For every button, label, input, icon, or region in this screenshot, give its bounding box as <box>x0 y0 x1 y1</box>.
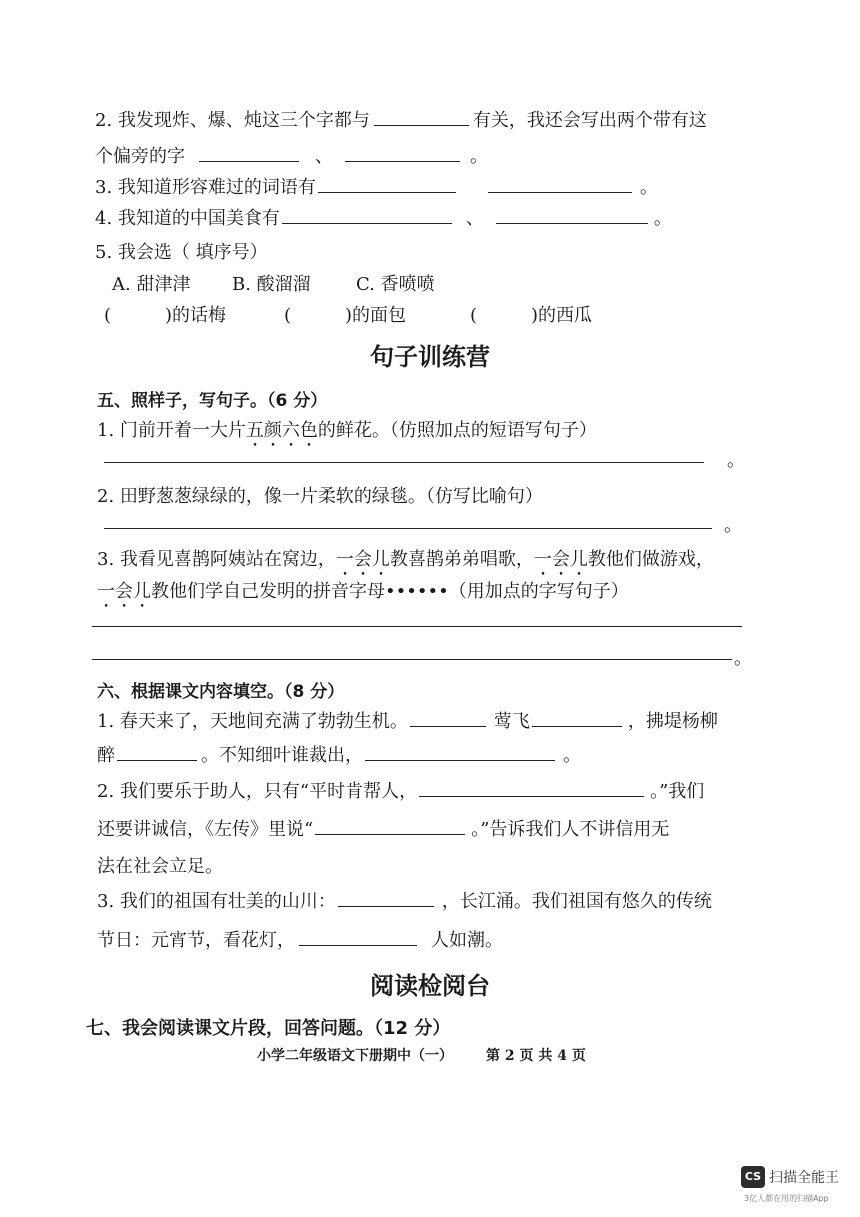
part6-line7: 节日：元宵节，看花灯， 人如潮。 <box>97 926 503 952</box>
q5-blank-2[interactable]: ( )的面包 <box>284 305 407 326</box>
q5-option-a: A. 甜津津 <box>112 274 191 295</box>
q2-blank-3[interactable] <box>345 143 460 162</box>
part6-blank-1[interactable] <box>410 708 486 727</box>
q5-blank-1[interactable]: ( )的话梅 <box>104 305 227 326</box>
part5-s2-answer-line[interactable] <box>104 528 712 529</box>
part5-s3-answer-line-2[interactable] <box>92 659 732 660</box>
part5-s2-end: 。 <box>724 515 742 536</box>
section-title-sentence: 句子训练营 <box>370 343 490 371</box>
part5-s1-end: 。 <box>727 450 745 471</box>
part5-s3-line1: 3. 我看见喜鹊阿姨站在窝边，一会儿教喜鹊弟弟唱歌，一会儿教他们做游戏， <box>97 549 714 570</box>
camscanner-tagline: 3亿人都在用的扫描App <box>744 1194 829 1203</box>
q4-line: 4. 我知道的中国美食有 、 。 <box>95 204 672 230</box>
part6-heading: 六、根据课文内容填空。（8 分） <box>97 682 345 702</box>
part6-blank-3[interactable] <box>117 742 197 761</box>
part5-s3-end: 。 <box>734 648 752 669</box>
part6-line3: 2. 我们要乐于助人，只有“平时肯帮人， 。”我们 <box>97 777 704 803</box>
part6-line6: 3. 我们的祖国有壮美的山川： ，长江涌。我们祖国有悠久的传统 <box>97 887 712 913</box>
part6-blank-5[interactable] <box>419 778 644 797</box>
part5-s3-line2: 一会儿教他们学自己发明的拼音字母••••••（用加点的字写句子） <box>97 581 629 602</box>
part7-heading: 七、我会阅读课文片段，回答问题。（12 分） <box>86 1018 451 1039</box>
q3-line: 3. 我知道形容难过的词语有 。 <box>95 173 658 199</box>
part5-heading: 五、照样子，写句子。（6 分） <box>97 391 328 411</box>
q2-blank-2[interactable] <box>199 143 299 162</box>
q3-blank-1[interactable] <box>318 174 456 193</box>
section-title-reading: 阅读检阅台 <box>370 972 490 1000</box>
q2-line1: 2. 我发现炸、爆、炖这三个字都与 有关，我还会写出两个带有这 <box>95 106 707 132</box>
q2-line2: 个偏旁的字 、 。 <box>95 142 488 168</box>
part6-blank-2[interactable] <box>532 708 622 727</box>
part5-s3-answer-line-1[interactable] <box>92 626 742 627</box>
part5-s1: 1. 门前开着一大片五颜六色的鲜花。（仿照加点的短语写句子） <box>97 420 597 441</box>
q5-option-c: C. 香喷喷 <box>356 274 435 295</box>
q5-option-b: B. 酸溜溜 <box>232 274 311 295</box>
q5-blank-3[interactable]: ( )的西瓜 <box>470 305 593 326</box>
part6-blank-4[interactable] <box>365 742 555 761</box>
q2-blank-1[interactable] <box>374 107 469 126</box>
part6-line2: 醉 。不知细叶谁裁出， 。 <box>97 741 581 767</box>
part5-s2: 2. 田野葱葱绿绿的，像一片柔软的绿毯。（仿写比喻句） <box>97 486 543 507</box>
q5-title: 5. 我会选（ 填序号） <box>95 242 268 263</box>
camscanner-name: 扫描全能王 <box>769 1170 839 1186</box>
part6-line4: 还要讲诚信，《左传》里说“ 。”告诉我们人不讲信用无 <box>97 815 669 841</box>
camscanner-logo-icon: CS <box>741 1166 765 1188</box>
part6-line5: 法在社会立足。 <box>97 856 223 877</box>
q3-blank-2[interactable] <box>488 174 632 193</box>
part6-blank-6[interactable] <box>315 816 465 835</box>
part6-blank-8[interactable] <box>299 927 417 946</box>
q4-blank-1[interactable] <box>282 205 452 224</box>
part6-blank-7[interactable] <box>338 888 434 907</box>
q4-blank-2[interactable] <box>496 205 648 224</box>
part5-s1-answer-line[interactable] <box>104 462 704 463</box>
footer-exam-title: 小学二年级语文下册期中（一） <box>257 1048 453 1064</box>
part6-line1: 1. 春天来了，天地间充满了勃勃生机。 莺飞 ，拂堤杨柳 <box>97 707 718 733</box>
footer-page-number: 第 2 页 共 4 页 <box>486 1048 586 1064</box>
